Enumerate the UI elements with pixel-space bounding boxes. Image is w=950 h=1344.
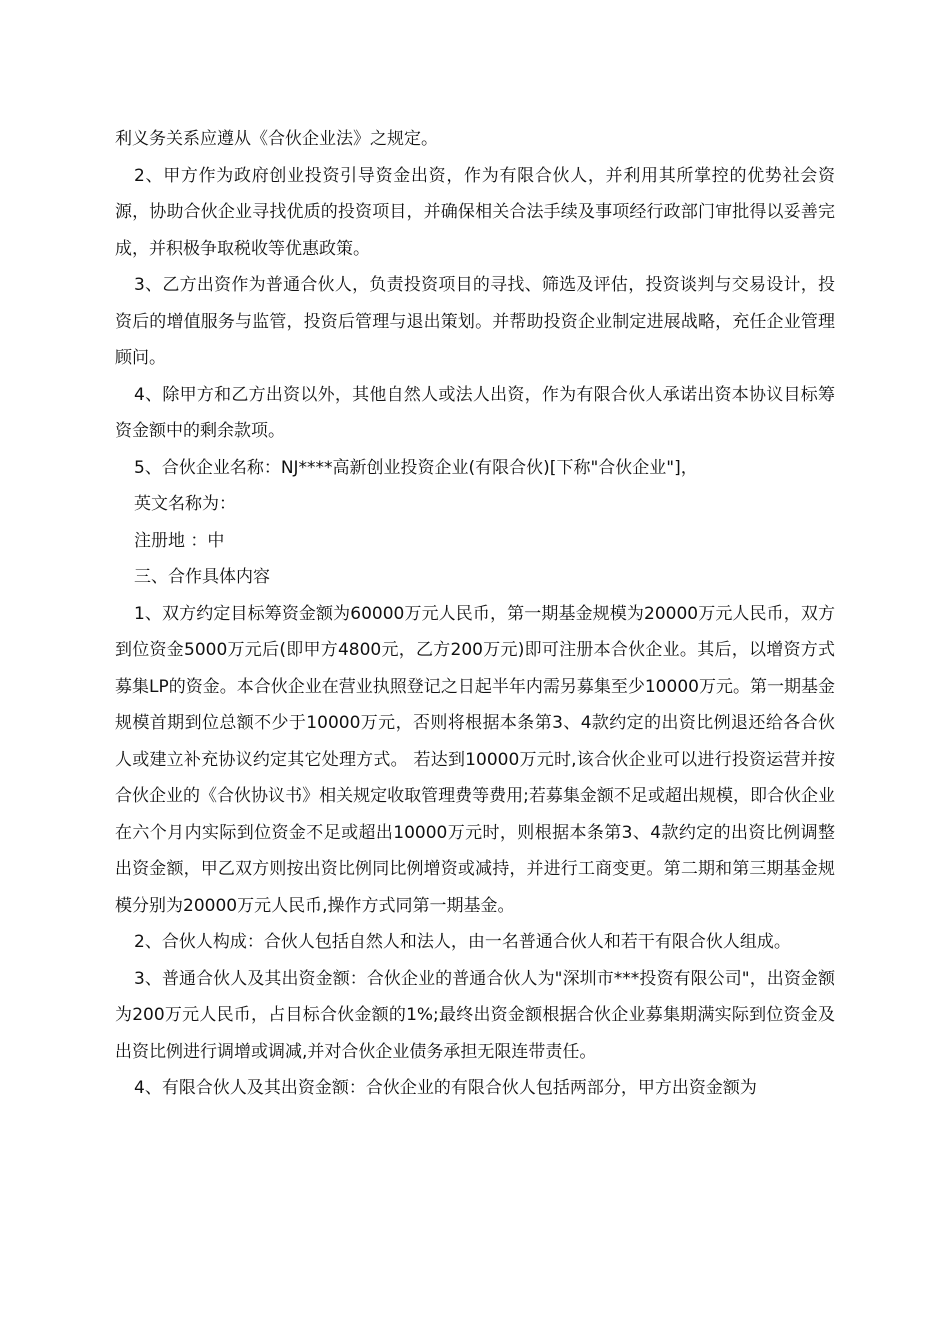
paragraph-item-3-general-partner-contribution: 3、普通合伙人及其出资金额：合伙企业的普通合伙人为"深圳市***投资有限公司"，出资金额为200万元人民币，占目标合伙金额的1%;最终出资金额根据合伙企业募集期满实际到位资金及出资比例进行调增或调减,并对合伙企业债务承担无限连带责任。 <box>115 968 835 1062</box>
paragraph-clause-2-government-partner: 2、甲方作为政府创业投资引导资金出资，作为有限合伙人，并利用其所掌控的优势社会资源，协助合伙企业寻找优质的投资项目，并确保相关合法手续及事项经行政部门审批得以妥善完成，并积极争取税收等优惠政策。 <box>115 165 835 259</box>
paragraph-item-4-limited-partners: 4、有限合伙人及其出资金额：合伙企业的有限合伙人包括两部分，甲方出资金额为 <box>134 1078 757 1098</box>
paragraph-registered-address: 注册地 ：中 <box>134 530 225 551</box>
paragraph-clause-3-general-partner-duties: 3、乙方出资作为普通合伙人，负责投资项目的寻找、筛选及评估，投资谈判与交易设计，投资后的增值服务与监管，投资后管理与退出策划。并帮助投资企业制定进展战略，充任企业管理顾问。 <box>115 275 835 368</box>
document-body <box>115 121 835 1107</box>
section-heading-cooperation-content: 三、合作具体内容 <box>134 567 270 587</box>
paragraph-english-name: 英文名称为： <box>134 494 236 514</box>
paragraph-item-1-fund-scale: 1、双方约定目标筹资金额为60000万元人民币，第一期基金规模为20000万元人民币，双方到位资金5000万元后(即甲方4800元，乙方200万元)即可注册本合伙企业。其后，以增资方式募集LP的资金。本合伙企业在营业执照登记之日起半年内需另募集至少10000万元。第一期基金规模首期到位总额不少于10000万元，否则将根据本条第3、4款约定的出资比例退还给各合伙人或建立补充协议约定其它处理方式。 若达到10000万元时,该合伙企业可以进行投资运营并按合伙企业的《合伙协议书》相关规定收取管理费等费用;若募集金额不足或超出规模，即合伙企业在六个月内实际到位资金不足或超出10000万元时，则根据本条第3、4款约定的出资比例调整出资金额，甲乙双方则按出资比例同比例增资或减持，并进行工商变更。第二期和第三期基金规模分别为20000万元人民币,操作方式同第一期基金。 <box>115 603 835 916</box>
paragraph-continuation: 利义务关系应遵从《合伙企业法》之规定。 <box>115 129 438 149</box>
paragraph-clause-4-other-investors: 4、除甲方和乙方出资以外，其他自然人或法人出资，作为有限合伙人承诺出资本协议目标筹资金额中的剩余款项。 <box>115 384 835 441</box>
paragraph-item-2-partner-composition: 2、合伙人构成：合伙人包括自然人和法人，由一名普通合伙人和若干有限合伙人组成。 <box>134 932 791 952</box>
paragraph-clause-5-enterprise-name: 5、合伙企业名称：NJ****高新创业投资企业(有限合伙)[下称"合伙企业"]， <box>134 457 698 478</box>
